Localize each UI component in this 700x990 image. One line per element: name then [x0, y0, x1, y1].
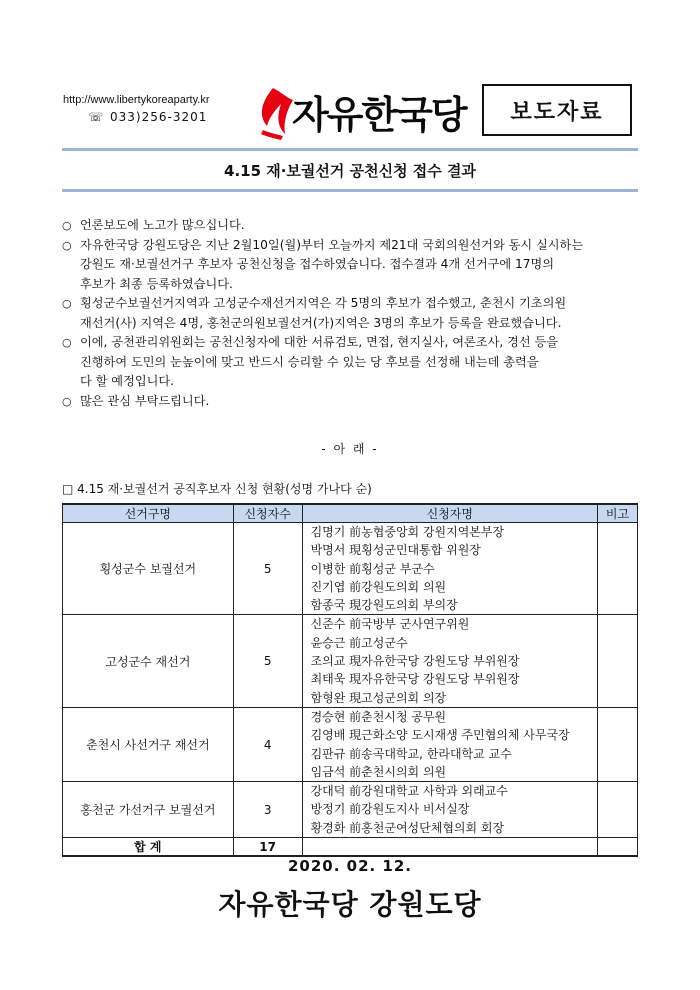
bullet-marker: ○	[62, 238, 72, 252]
count-cell: 5	[233, 615, 302, 707]
bullet-marker: ○	[62, 394, 72, 408]
column-header-count: 신청자수	[233, 504, 302, 523]
table-row	[63, 523, 638, 615]
total-remarks-cell	[598, 838, 638, 857]
column-header-district: 선거구명	[63, 504, 234, 523]
section-heading: - 아 래 -	[321, 442, 379, 456]
total-count-cell: 17	[233, 838, 302, 857]
total-label-cell: 합 계	[63, 838, 234, 857]
header-divider-bottom	[62, 189, 638, 192]
district-cell: 횡성군수 보궐선거	[63, 523, 234, 615]
table-header-row	[63, 504, 638, 523]
remarks-cell	[598, 615, 638, 707]
table-total-row	[63, 838, 638, 857]
document-title: 4.15 재·보궐선거 공천신청 접수 결과	[224, 162, 476, 180]
table-caption: □ 4.15 재·보궐선거 공직후보자 신청 현황(성명 가나다 순)	[62, 482, 372, 496]
bullet-item: ○ 자유한국당 강원도당은 지난 2월10일(월)부터 오늘까지 제21대 국회의원선거와 동시 실시하는 강원도 재·보궐선거구 후보자 공천신청을 접수하였습니다. 접수결과 4개 선거구에 17명의 후보가 최종 등록하였습니다.	[62, 236, 642, 295]
telephone-icon: ☏	[88, 110, 105, 124]
release-date: 2020. 02. 12.	[287, 857, 413, 875]
bullet-item: ○ 이에, 공천관리위원회는 공천신청자에 대한 서류검토, 면접, 현지실사, 여론조사, 경선 등을 진행하여 도민의 눈높이에 맞고 반드시 승리할 수 있는 당 후보를 선정해 내는데 총력을 다 할 예정입니다.	[62, 333, 642, 392]
table-row	[63, 615, 638, 707]
names-cell: 신준수 前국방부 군사연구위원 윤승근 前고성군수 조의교 現자유한국당 강원도당 부위원장 최태욱 現자유한국당 강원도당 부위원장 함형완 現고성군의회 의장	[302, 615, 597, 707]
candidate-table	[62, 503, 638, 857]
party-url: http://www.libertykoreaparty.kr	[63, 94, 210, 106]
district-cell: 홍천군 가선거구 보궐선거	[63, 782, 234, 838]
bullet-item: ○ 언론보도에 노고가 많으십니다.	[62, 216, 642, 236]
count-cell: 4	[233, 707, 302, 781]
party-logo-text: 자유한국당	[292, 93, 466, 137]
phone-number: ☏ 033)256-3201	[88, 110, 208, 124]
names-cell: 경승현 前춘천시청 공무원 김영배 現근화소양 도시재생 주민협의체 사무국장 김판규 前송곡대학교, 한라대학교 교수 임금석 前춘천시의회 의원	[302, 707, 597, 781]
bullet-item: ○ 횡성군수보궐선거지역과 고성군수재선거지역은 각 5명의 후보가 접수했고, 춘천시 기초의원 재선거(사) 지역은 4명, 홍천군의원보궐선거(가)지역은 3명의 후보가 등록을 완료했습니다.	[62, 294, 642, 333]
column-header-names: 신청자명	[302, 504, 597, 523]
total-names-cell	[302, 838, 597, 857]
remarks-cell	[598, 523, 638, 615]
bullet-list	[62, 216, 642, 411]
district-cell: 고성군수 재선거	[63, 615, 234, 707]
district-cell: 춘천시 사선거구 재선거	[63, 707, 234, 781]
count-cell: 5	[233, 523, 302, 615]
remarks-cell	[598, 707, 638, 781]
count-cell: 3	[233, 782, 302, 838]
column-header-remarks: 비고	[598, 504, 638, 523]
issuing-organization: 자유한국당 강원도당	[218, 888, 482, 921]
remarks-cell	[598, 782, 638, 838]
table-row	[63, 782, 638, 838]
bullet-marker: ○	[62, 336, 72, 349]
table-row	[63, 707, 638, 781]
header-divider-top	[62, 148, 638, 151]
names-cell: 김명기 前농협중앙회 강원지역본부장 박명서 現횡성군민대통합 위원장 이병한 前횡성군 부군수 진기엽 前강원도의회 의원 함종국 現강원도의회 부의장	[302, 523, 597, 615]
bullet-item: ○ 많은 관심 부탁드립니다.	[62, 392, 642, 412]
press-release-label: 보도자료	[482, 84, 632, 136]
names-cell: 강대덕 前강원대학교 사학과 외래교수 방정기 前강원도지사 비서실장 황경화 前홍천군여성단체협의회 회장	[302, 782, 597, 838]
bullet-marker: ○	[62, 297, 72, 310]
bullet-marker: ○	[62, 219, 72, 232]
